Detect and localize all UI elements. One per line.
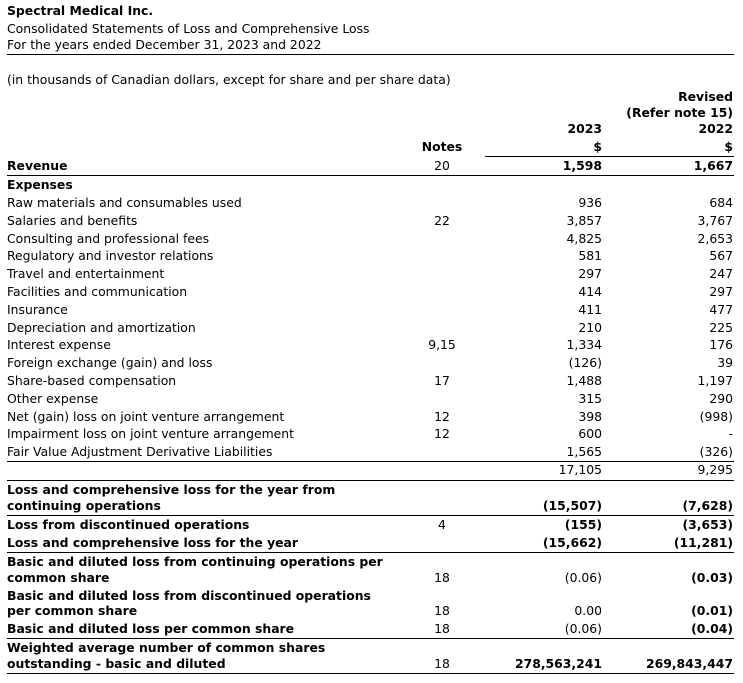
row-note: 9,15 (428, 337, 456, 352)
row-value-2023: 1,334 (566, 337, 602, 352)
row-value-2023: 1,598 (562, 158, 602, 173)
row-value-2023: 278,563,241 (514, 656, 602, 671)
row-label-line2: continuing operations (7, 498, 161, 513)
row-value-2023: 414 (578, 284, 602, 299)
row-label-line1: Weighted average number of common shares (7, 640, 326, 655)
row-label: Interest expense (7, 337, 111, 352)
row-value-2022: (3,653) (682, 517, 733, 532)
row-value-2023: 3,857 (566, 213, 602, 228)
row-note: 22 (434, 213, 450, 228)
row-value-2022: 1,197 (697, 373, 733, 388)
row-value-2023: 1,488 (566, 373, 602, 388)
row-note: 18 (434, 621, 450, 636)
row-value-2023: 315 (578, 391, 602, 406)
header-divider (7, 54, 734, 55)
expenses-subtotal-divider (7, 461, 734, 462)
row-label: Facilities and communication (7, 284, 188, 299)
expenses-heading: Expenses (7, 177, 73, 192)
row-value-2023: 1,565 (566, 444, 602, 459)
row-value-2023: 581 (578, 248, 602, 263)
row-label: Loss from discontinued operations (7, 517, 250, 532)
row-value-2022: 176 (709, 337, 733, 352)
row-value-2022: (7,628) (682, 498, 733, 513)
row-value-2022: 684 (709, 195, 733, 210)
row-value-2022: (0.03) (691, 570, 733, 585)
row-value-2022: (11,281) (673, 535, 733, 550)
row-label: Insurance (7, 302, 68, 317)
row-note: 4 (438, 517, 446, 532)
continuing-divider (7, 515, 734, 516)
row-value-2022: 3,767 (697, 213, 733, 228)
row-value-2023: (155) (564, 517, 602, 532)
expenses-total-2023: 17,105 (558, 462, 602, 477)
row-label: Net (gain) loss on joint venture arrangement (7, 409, 285, 424)
row-value-2023: (0.06) (564, 621, 602, 636)
column-header-divider (485, 156, 734, 157)
total-loss-divider (7, 552, 734, 553)
row-note: 18 (434, 570, 450, 585)
row-label: Other expense (7, 391, 99, 406)
row-value-2023: (126) (568, 355, 602, 370)
refer-note-label: (Refer note 15) (626, 105, 733, 120)
row-value-2023: 210 (578, 320, 602, 335)
revenue-divider (7, 175, 734, 176)
statement-period: For the years ended December 31, 2023 and 2022 (7, 37, 322, 52)
row-value-2022: (0.01) (691, 603, 733, 618)
row-note: 18 (434, 656, 450, 671)
row-label: Regulatory and investor relations (7, 248, 214, 263)
bottom-divider (7, 673, 734, 674)
row-value-2022: 269,843,447 (645, 656, 733, 671)
revised-label: Revised (678, 89, 733, 104)
row-value-2022: (998) (699, 409, 733, 424)
row-label: Salaries and benefits (7, 213, 138, 228)
row-label-line2: outstanding - basic and diluted (7, 656, 226, 671)
row-value-2022: (0.04) (691, 621, 733, 636)
units-note: (in thousands of Canadian dollars, except for share and per share data) (7, 72, 451, 87)
row-label-line2: common share (7, 570, 110, 585)
row-label: Fair Value Adjustment Derivative Liabilities (7, 444, 273, 459)
currency-2022-header: $ (724, 139, 733, 154)
row-value-2023: (0.06) (564, 570, 602, 585)
row-note: 17 (434, 373, 450, 388)
per-share-divider (7, 638, 734, 639)
row-note: 12 (434, 409, 450, 424)
row-value-2022: 567 (709, 248, 733, 263)
row-value-2022: - (728, 426, 733, 441)
row-note: 18 (434, 603, 450, 618)
row-value-2023: 0.00 (574, 603, 602, 618)
row-label: Share-based compensation (7, 373, 177, 388)
row-label-line1: Basic and diluted loss from continuing operations per (7, 554, 383, 569)
row-label: Basic and diluted loss per common share (7, 621, 295, 636)
row-label: Foreign exchange (gain) and loss (7, 355, 213, 370)
row-label-line1: Basic and diluted loss from discontinued operations (7, 588, 371, 603)
row-label: Consulting and professional fees (7, 231, 210, 246)
row-label-line2: per common share (7, 603, 138, 618)
row-label: Revenue (7, 158, 68, 173)
row-label: Loss and comprehensive loss for the year (7, 535, 299, 550)
row-value-2022: 477 (709, 302, 733, 317)
row-value-2022: (326) (699, 444, 733, 459)
row-value-2022: 2,653 (697, 231, 733, 246)
expenses-total-divider (7, 480, 734, 481)
row-label: Depreciation and amortization (7, 320, 196, 335)
row-value-2023: 4,825 (566, 231, 602, 246)
row-value-2022: 39 (717, 355, 733, 370)
row-label: Travel and entertainment (7, 266, 165, 281)
company-name: Spectral Medical Inc. (7, 3, 154, 18)
row-label: Raw materials and consumables used (7, 195, 242, 210)
currency-2023-header: $ (593, 139, 602, 154)
row-value-2022: 1,667 (693, 158, 733, 173)
row-value-2023: 936 (578, 195, 602, 210)
row-value-2022: 225 (709, 320, 733, 335)
notes-header: Notes (421, 139, 463, 154)
row-value-2023: 600 (578, 426, 602, 441)
year-2022-header: 2022 (698, 121, 733, 136)
row-label: Impairment loss on joint venture arrangement (7, 426, 295, 441)
row-note: 20 (434, 158, 450, 173)
row-value-2022: 247 (709, 266, 733, 281)
row-value-2022: 290 (709, 391, 733, 406)
row-value-2023: (15,662) (542, 535, 602, 550)
row-label-line1: Loss and comprehensive loss for the year from (7, 482, 336, 497)
expenses-total-2022: 9,295 (697, 462, 733, 477)
row-value-2023: 411 (578, 302, 602, 317)
year-2023-header: 2023 (567, 121, 602, 136)
row-value-2023: 297 (578, 266, 602, 281)
row-value-2023: (15,507) (542, 498, 602, 513)
row-value-2023: 398 (578, 409, 602, 424)
statement-title: Consolidated Statements of Loss and Comprehensive Loss (7, 21, 370, 36)
row-note: 12 (434, 426, 450, 441)
row-value-2022: 297 (709, 284, 733, 299)
